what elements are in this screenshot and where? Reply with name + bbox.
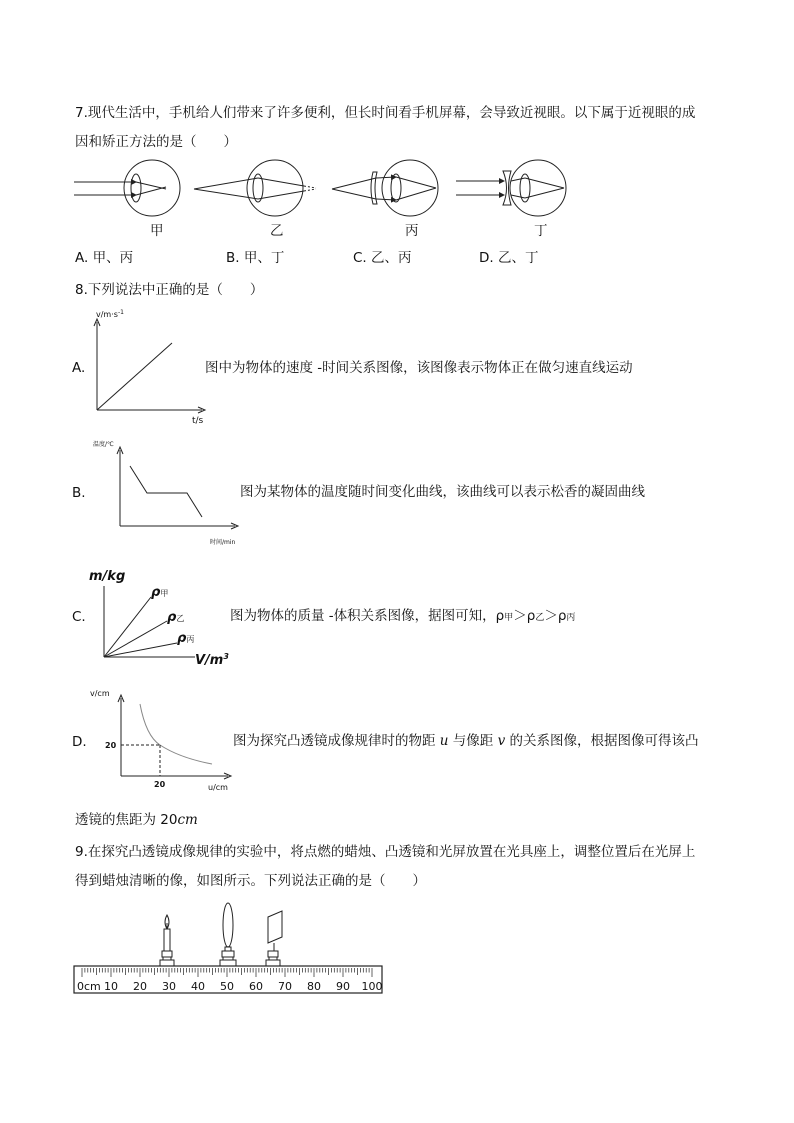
q8-c-rho-bing: ρ丙 — [177, 631, 195, 646]
q7-label-jia: 甲 — [150, 223, 164, 239]
q8-d-letter[interactable]: D. — [72, 734, 87, 750]
q8-c-rho-jia: ρ甲 — [151, 585, 169, 600]
q7-label-ding: 丁 — [534, 223, 548, 239]
convex-lens-icon — [220, 903, 236, 966]
q7-option-d[interactable]: D. 乙、丁 — [479, 250, 539, 266]
ruler-label: 70 — [278, 980, 292, 993]
eye-diagram-yi — [194, 160, 316, 216]
q7-option-c[interactable]: C. 乙、丙 — [353, 250, 412, 266]
ruler-label: 100 — [361, 980, 383, 993]
ruler-label: 20 — [133, 980, 147, 993]
q9-stem-line1: 9.在探究凸透镜成像规律的实验中，将点燃的蜡烛、凸透镜和光屏放置在光具座上，调整位置后在光屏上 — [75, 844, 696, 860]
q8-c-letter[interactable]: C. — [72, 609, 86, 625]
light-screen-icon — [266, 911, 282, 966]
q9-stem-line2: 得到蜡烛清晰的像，如图所示。下列说法正确的是（ ） — [75, 873, 426, 889]
q8-stem: 8.下列说法中正确的是（ ） — [75, 282, 264, 298]
q8-d-text-continued: 透镜的焦距为 20cm — [75, 812, 198, 828]
q7-eye-diagrams — [70, 162, 590, 232]
ruler-label: 40 — [191, 980, 205, 993]
q9-optical-bench — [70, 897, 390, 997]
q8-a-letter[interactable]: A. — [72, 360, 86, 376]
q7-stem-line2: 因和矫正方法的是（ ） — [75, 134, 237, 150]
candle-icon — [160, 915, 174, 966]
q8-c-rho-yi: ρ乙 — [167, 610, 185, 625]
q8-b-ylabel: 温度/℃ — [93, 441, 114, 448]
q8-b-xlabel: 时间/min — [210, 539, 236, 546]
ruler-label: 0cm — [77, 980, 101, 993]
q8-a-ylabel: $v/m\cdot s^{-1}$ — [96, 309, 124, 319]
q8-b-text: 图为某物体的温度随时间变化曲线，该曲线可以表示松香的凝固曲线 — [240, 484, 645, 500]
q8-b-graph — [90, 438, 236, 548]
q8-d-tick-y: 20 — [105, 741, 117, 750]
q8-d-tick-x: 20 — [154, 780, 166, 789]
q7-option-b[interactable]: B. 甲、丁 — [226, 250, 285, 266]
q8-a-text: 图中为物体的速度 -时间关系图像，该图像表示物体正在做匀速直线运动 — [205, 360, 633, 376]
q8-c-graph — [85, 566, 235, 666]
q8-c-text: 图为物体的质量 -体积关系图像，据图可知，ρ甲＞ρ乙＞ρ丙 — [230, 608, 576, 624]
ruler-label: 80 — [307, 980, 321, 993]
ruler-label: 60 — [249, 980, 263, 993]
q8-d-text: 图为探究凸透镜成像规律时的物距 u 与像距 v 的关系图像，根据图像可得该凸 — [233, 733, 699, 749]
q8-c-xlabel: $V/m^3$ — [195, 652, 229, 668]
ruler-label: 30 — [162, 980, 176, 993]
q8-a-xlabel: t/s — [192, 416, 204, 426]
q8-b-letter[interactable]: B. — [72, 485, 86, 501]
q7-stem-line1: 7.现代生活中，手机给人们带来了许多便利，但长时间看手机屏幕，会导致近视眼。以下属于近视眼的成 — [75, 105, 696, 121]
ruler-label: 50 — [220, 980, 234, 993]
q8-d-graph — [88, 688, 238, 798]
q7-label-bing: 丙 — [405, 223, 419, 239]
eye-diagram-jia — [74, 160, 180, 216]
ruler-label: 90 — [336, 980, 350, 993]
eye-diagram-ding — [456, 160, 566, 216]
q8-d-xlabel: u/cm — [208, 783, 228, 792]
q8-d-ylabel: v/cm — [90, 689, 110, 698]
q8-a-graph — [90, 309, 210, 426]
q7-option-a[interactable]: A. 甲、丙 — [75, 250, 134, 266]
ruler-label: 10 — [104, 980, 118, 993]
eye-diagram-bing — [332, 160, 438, 216]
q7-label-yi: 乙 — [270, 223, 284, 239]
q8-c-ylabel: m/kg — [89, 569, 126, 584]
